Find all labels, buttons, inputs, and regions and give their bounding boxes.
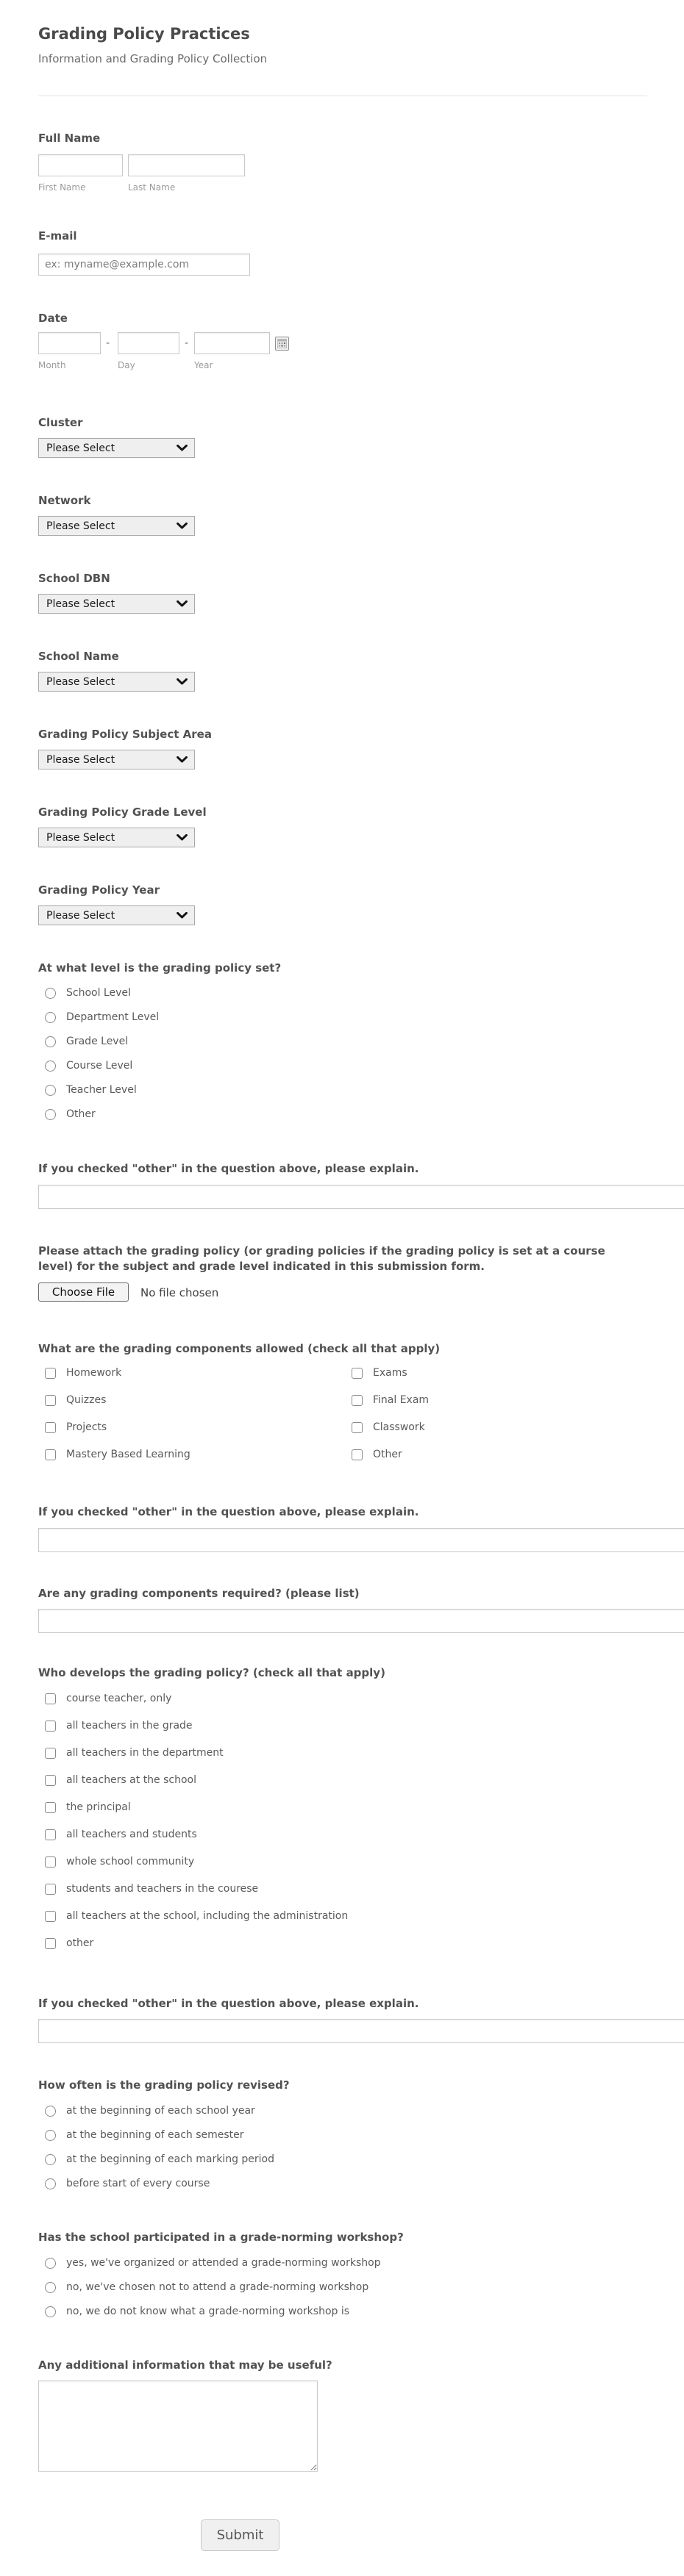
- school-name-label: School Name: [38, 650, 119, 663]
- checkbox-icon[interactable]: [45, 1884, 56, 1895]
- radio-icon[interactable]: [45, 1085, 56, 1096]
- additional-info-label: Any additional information that may be useful?: [38, 2358, 332, 2372]
- who-develops-option[interactable]: [45, 1827, 348, 1842]
- checkbox-icon[interactable]: [352, 1422, 363, 1433]
- who-develops-option[interactable]: [45, 1691, 348, 1706]
- school-dbn-select[interactable]: [38, 594, 195, 614]
- network-label: Network: [38, 494, 91, 507]
- who-develops-option[interactable]: [45, 1746, 348, 1760]
- checkbox-icon[interactable]: [45, 1938, 56, 1949]
- date-day-sublabel: Day: [118, 360, 135, 370]
- other-explain-3-label: If you checked "other" in the question above, please explain.: [38, 1997, 419, 2010]
- component-option[interactable]: [45, 1447, 190, 1462]
- who-develops-option-label: course teacher, only: [66, 1693, 172, 1704]
- cluster-select[interactable]: [38, 438, 195, 458]
- radio-icon[interactable]: [45, 2154, 56, 2165]
- component-option[interactable]: [352, 1447, 429, 1462]
- form-subtitle: Information and Grading Policy Collection: [38, 52, 268, 65]
- checkbox-icon[interactable]: [352, 1395, 363, 1406]
- revision-frequency-option[interactable]: [45, 2176, 274, 2191]
- network-select-value: Please Select: [46, 520, 115, 532]
- who-develops-option[interactable]: [45, 1773, 348, 1787]
- checkbox-icon[interactable]: [45, 1395, 56, 1406]
- grade-norming-option[interactable]: [45, 2280, 381, 2295]
- who-develops-option[interactable]: [45, 1881, 348, 1896]
- revision-frequency-option[interactable]: [45, 2128, 274, 2142]
- checkbox-icon[interactable]: [45, 1422, 56, 1433]
- policy-level-option[interactable]: [45, 1083, 159, 1097]
- revision-frequency-option[interactable]: [45, 2103, 274, 2118]
- components-allowed-label: What are the grading components allowed (check all that apply): [38, 1342, 441, 1355]
- email-label: E-mail: [38, 229, 77, 243]
- policy-level-option[interactable]: [45, 1010, 159, 1025]
- component-option-label: Projects: [66, 1421, 107, 1433]
- other-explain-2-input[interactable]: [38, 1528, 684, 1552]
- radio-icon[interactable]: [45, 2178, 56, 2189]
- who-develops-option[interactable]: [45, 1718, 348, 1733]
- who-develops-option-label: all teachers at the school: [66, 1774, 197, 1786]
- checkbox-icon[interactable]: [45, 1911, 56, 1922]
- components-required-label: Are any grading components required? (please list): [38, 1587, 360, 1600]
- policy-level-option[interactable]: [45, 1058, 159, 1073]
- components-required-input[interactable]: [38, 1609, 684, 1633]
- who-develops-option-label: all teachers at the school, including the administration: [66, 1910, 349, 1922]
- who-develops-option-label: all teachers in the department: [66, 1747, 224, 1759]
- file-status: No file chosen: [140, 1286, 219, 1299]
- cluster-select-value: Please Select: [46, 442, 115, 454]
- policy-level-option[interactable]: [45, 986, 159, 1000]
- radio-icon[interactable]: [45, 1012, 56, 1023]
- policy-year-label: Grading Policy Year: [38, 883, 160, 897]
- component-option-label: Final Exam: [373, 1394, 430, 1406]
- school-name-select[interactable]: [38, 672, 195, 692]
- component-option-label: Mastery Based Learning: [66, 1449, 190, 1460]
- calendar-icon: [277, 339, 287, 348]
- component-option[interactable]: [45, 1420, 190, 1435]
- component-option[interactable]: [45, 1393, 190, 1407]
- component-option-label: Quizzes: [66, 1394, 107, 1406]
- policy-year-select[interactable]: [38, 905, 195, 925]
- chevron-down-icon: [177, 834, 188, 841]
- form-title: Grading Policy Practices: [38, 25, 250, 43]
- last-name-input[interactable]: [128, 154, 245, 176]
- policy-level-option-label: Course Level: [66, 1060, 133, 1072]
- subject-area-label: Grading Policy Subject Area: [38, 728, 212, 741]
- grade-norming-option-label: no, we've chosen not to attend a grade-norming workshop: [66, 2281, 369, 2293]
- checkbox-icon[interactable]: [45, 1693, 56, 1704]
- radio-icon[interactable]: [45, 2282, 56, 2293]
- date-year-input[interactable]: [194, 332, 270, 354]
- components-allowed-options-right: [352, 1366, 429, 1474]
- revision-frequency-label: How often is the grading policy revised?: [38, 2078, 290, 2092]
- email-input[interactable]: [38, 254, 250, 276]
- grade-norming-option[interactable]: [45, 2304, 381, 2319]
- checkbox-icon[interactable]: [45, 1368, 56, 1379]
- component-option-label: Exams: [373, 1367, 407, 1379]
- checkbox-icon[interactable]: [45, 1775, 56, 1786]
- chevron-down-icon: [177, 678, 188, 685]
- radio-icon[interactable]: [45, 1109, 56, 1120]
- chevron-down-icon: [177, 445, 188, 451]
- subject-area-select[interactable]: [38, 750, 195, 769]
- policy-level-option[interactable]: [45, 1034, 159, 1049]
- first-name-input[interactable]: [38, 154, 123, 176]
- date-day-input[interactable]: [118, 332, 179, 354]
- radio-icon[interactable]: [45, 2258, 56, 2269]
- policy-level-option-label: Other: [66, 1108, 96, 1120]
- who-develops-option[interactable]: [45, 1936, 348, 1951]
- date-month-input[interactable]: [38, 332, 101, 354]
- grade-norming-label: Has the school participated in a grade-norming workshop?: [38, 2231, 404, 2244]
- radio-icon[interactable]: [45, 988, 56, 999]
- who-develops-option-label: all teachers in the grade: [66, 1720, 193, 1732]
- who-develops-label: Who develops the grading policy? (check all that apply): [38, 1666, 385, 1679]
- checkbox-icon[interactable]: [352, 1449, 363, 1460]
- policy-level-label: At what level is the grading policy set?: [38, 961, 282, 975]
- grade-norming-option-label: no, we do not know what a grade-norming workshop is: [66, 2306, 350, 2317]
- other-explain-3-input[interactable]: [38, 2019, 684, 2043]
- grade-norming-option-label: yes, we've organized or attended a grade-norming workshop: [66, 2257, 381, 2269]
- chevron-down-icon: [177, 912, 188, 919]
- school-dbn-label: School DBN: [38, 572, 110, 585]
- grade-norming-options: [45, 2256, 381, 2328]
- date-label: Date: [38, 312, 68, 325]
- chevron-down-icon: [177, 523, 188, 529]
- component-option-label: Other: [373, 1449, 402, 1460]
- policy-level-option[interactable]: [45, 1107, 159, 1122]
- last-name-sublabel: Last Name: [128, 182, 176, 193]
- checkbox-icon[interactable]: [45, 1748, 56, 1759]
- revision-frequency-options: [45, 2103, 274, 2200]
- checkbox-icon[interactable]: [45, 1449, 56, 1460]
- component-option[interactable]: [45, 1366, 190, 1380]
- other-explain-1-label: If you checked "other" in the question above, please explain.: [38, 1162, 419, 1175]
- radio-icon[interactable]: [45, 2306, 56, 2317]
- attach-label: Please attach the grading policy (or grading policies if the grading policy is set at a course level) for the subject and grade level indicated in this submission form.: [38, 1244, 605, 1273]
- additional-info-textarea[interactable]: [38, 2381, 318, 2472]
- revision-frequency-option-label: at the beginning of each school year: [66, 2105, 255, 2117]
- who-develops-option-label: all teachers and students: [66, 1829, 197, 1840]
- subject-area-select-value: Please Select: [46, 753, 115, 766]
- radio-icon[interactable]: [45, 1061, 56, 1072]
- other-explain-1-input[interactable]: [38, 1185, 684, 1209]
- policy-level-option-label: School Level: [66, 987, 131, 999]
- who-develops-option-label: other: [66, 1937, 94, 1949]
- checkbox-icon[interactable]: [45, 1802, 56, 1813]
- checkbox-icon[interactable]: [45, 1829, 56, 1840]
- chevron-down-icon: [177, 600, 188, 607]
- components-allowed-options-left: [45, 1366, 190, 1474]
- school-name-select-value: Please Select: [46, 675, 115, 688]
- grade-level-label: Grading Policy Grade Level: [38, 806, 207, 819]
- first-name-sublabel: First Name: [38, 182, 86, 193]
- component-option[interactable]: [352, 1366, 429, 1380]
- radio-icon[interactable]: [45, 1036, 56, 1047]
- component-option[interactable]: [352, 1420, 429, 1435]
- component-option-label: Classwork: [373, 1421, 425, 1433]
- checkbox-icon[interactable]: [352, 1368, 363, 1379]
- who-develops-options: [45, 1691, 348, 1963]
- policy-year-select-value: Please Select: [46, 909, 115, 922]
- radio-icon[interactable]: [45, 2106, 56, 2117]
- who-develops-option[interactable]: [45, 1800, 348, 1815]
- full-name-label: Full Name: [38, 132, 101, 145]
- revision-frequency-option-label: at the beginning of each semester: [66, 2129, 244, 2141]
- radio-icon[interactable]: [45, 2130, 56, 2141]
- other-explain-2-label: If you checked "other" in the question above, please explain.: [38, 1505, 419, 1518]
- checkbox-icon[interactable]: [45, 1856, 56, 1868]
- date-year-sublabel: Year: [194, 360, 213, 370]
- checkbox-icon[interactable]: [45, 1721, 56, 1732]
- grade-level-select-value: Please Select: [46, 831, 115, 844]
- revision-frequency-option-label: at the beginning of each marking period: [66, 2153, 275, 2165]
- network-select[interactable]: [38, 516, 195, 536]
- revision-frequency-option-label: before start of every course: [66, 2178, 210, 2189]
- cluster-label: Cluster: [38, 416, 83, 429]
- submit-button[interactable]: Submit: [201, 2519, 279, 2551]
- date-separator: -: [185, 337, 189, 349]
- revision-frequency-option[interactable]: [45, 2152, 274, 2167]
- date-month-sublabel: Month: [38, 360, 66, 370]
- policy-level-option-label: Teacher Level: [66, 1084, 137, 1096]
- component-option-label: Homework: [66, 1367, 122, 1379]
- who-develops-option[interactable]: [45, 1909, 348, 1923]
- chevron-down-icon: [177, 756, 188, 763]
- who-develops-option-label: whole school community: [66, 1856, 195, 1868]
- policy-level-option-label: Grade Level: [66, 1036, 129, 1047]
- calendar-picker-button[interactable]: [275, 337, 289, 351]
- component-option[interactable]: [352, 1393, 429, 1407]
- policy-level-options: [45, 986, 159, 1131]
- date-separator: -: [106, 337, 110, 349]
- policy-level-option-label: Department Level: [66, 1011, 160, 1023]
- who-develops-option-label: students and teachers in the courese: [66, 1883, 259, 1895]
- who-develops-option-label: the principal: [66, 1801, 131, 1813]
- grade-norming-option[interactable]: [45, 2256, 381, 2270]
- choose-file-button[interactable]: Choose File: [38, 1282, 129, 1302]
- grade-level-select[interactable]: [38, 828, 195, 847]
- school-dbn-select-value: Please Select: [46, 598, 115, 610]
- who-develops-option[interactable]: [45, 1854, 348, 1869]
